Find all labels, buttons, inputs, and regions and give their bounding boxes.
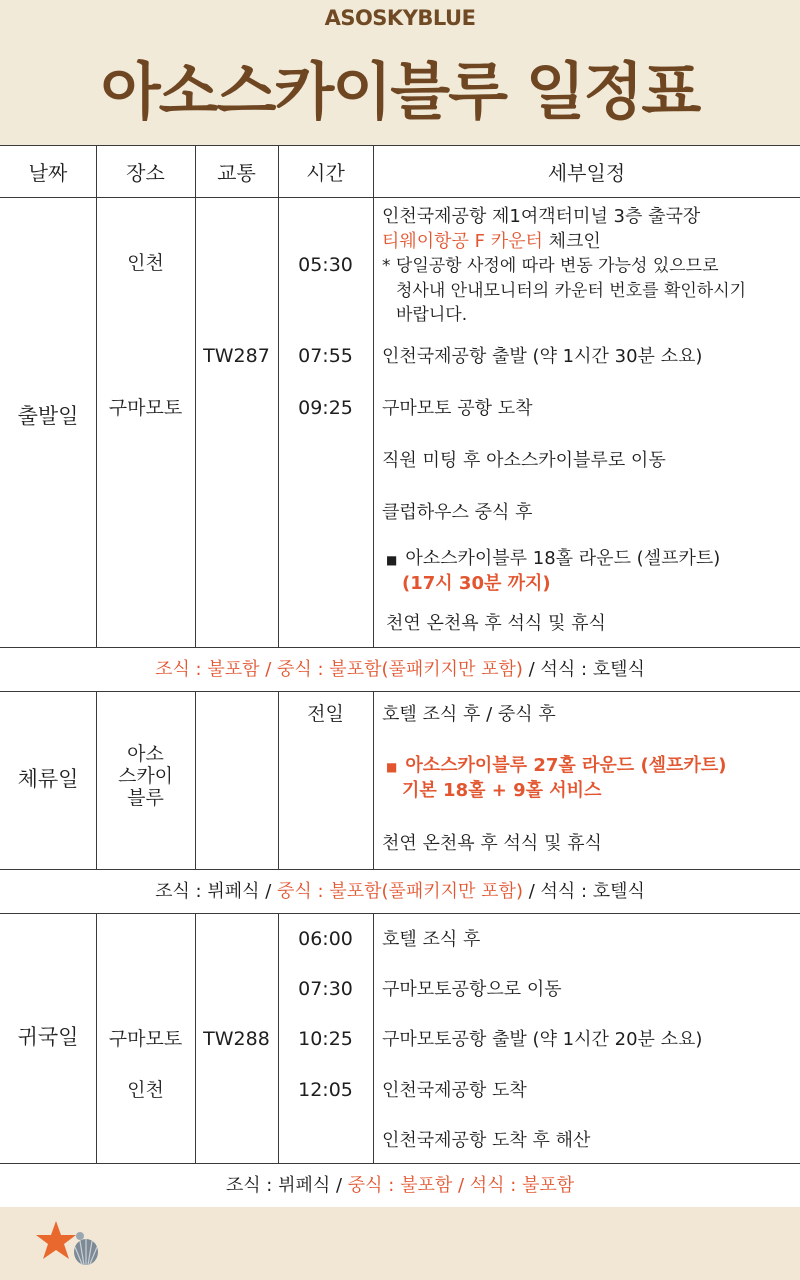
- header-time: 시간: [306, 161, 345, 185]
- day2-detail-onsen: 천연 온천욕 후 석식 및 휴식: [382, 833, 602, 854]
- day1-place-kumamoto: 구마모토: [108, 397, 183, 419]
- day1-detail-departure: 인천국제공항 출발 (약 1시간 30분 소요): [382, 346, 703, 367]
- day3-meals: [0, 1164, 800, 1208]
- day3-meals-breakfast: 조식 : 뷔페식 /: [225, 1175, 348, 1196]
- header-transport: 교통: [217, 161, 256, 185]
- day1-time-1: 05:30: [298, 254, 353, 276]
- day3-flight: TW288: [203, 1028, 270, 1050]
- day1-detail-onsen: 천연 온천욕 후 석식 및 휴식: [386, 613, 606, 634]
- schedule-table: [0, 145, 800, 1207]
- table-header-row: [0, 145, 800, 198]
- day2-meals-red: 중식 : 불포함(풀패키지만 포함): [277, 881, 523, 902]
- day2-place: [96, 743, 195, 809]
- day3-time-2: 07:30: [298, 978, 353, 1000]
- day1-meal-row: [0, 648, 800, 692]
- day1-note-2: 청사내 안내모니터의 카운터 번호를 확인하시기: [396, 281, 747, 301]
- day3-detail-4: 인천국제공항 도착: [382, 1080, 527, 1101]
- day2-time: 전일: [307, 703, 344, 725]
- checkin-text: 체크인: [542, 231, 601, 252]
- day1-place-incheon: 인천: [127, 252, 164, 274]
- header: [0, 0, 800, 145]
- day1-meals: [0, 648, 800, 692]
- day2-detail-service: 기본 18홀 + 9홀 서비스: [402, 780, 602, 801]
- day2-row: [0, 692, 800, 870]
- day3-meal-row: [0, 1164, 800, 1207]
- day1-detail-1: 인천국제공항 제1여객터미널 3층 출국장: [382, 206, 701, 227]
- day1-detail-arrival: 구마모토 공항 도착: [382, 398, 533, 419]
- day2-meals-dinner: / 석식 : 호텔식: [522, 881, 645, 902]
- day1-date: 출발일: [17, 404, 79, 428]
- day1-detail-round: ■ 아소스카이블루 18홀 라운드 (셀프카트): [386, 548, 721, 569]
- day3-detail-5: 인천국제공항 도착 후 해산: [382, 1130, 591, 1151]
- day2-meals: [0, 870, 800, 914]
- day2-detail-1: 호텔 조식 후 / 중식 후: [382, 704, 556, 725]
- day2-place-line1: 아소: [127, 743, 164, 765]
- day3-meals-red: 중식 : 불포함 / 석식 : 불포함: [347, 1175, 575, 1196]
- day1-row: [0, 198, 800, 648]
- header-details: 세부일정: [547, 161, 626, 185]
- day3-row: [0, 914, 800, 1164]
- day3-date: 귀국일: [17, 1025, 79, 1049]
- day3-time-3: 10:25: [298, 1028, 353, 1050]
- day2-date: 체류일: [17, 767, 79, 791]
- page-title: 아소스카이블루 일정표: [100, 55, 700, 128]
- day1-meals-red: 조식 : 불포함 / 중식 : 불포함(풀패키지만 포함): [155, 659, 523, 680]
- day2-meals-breakfast: 조식 : 뷔페식 /: [155, 881, 278, 902]
- day3-detail-3: 구마모토공항 출발 (약 1시간 20분 소요): [382, 1029, 703, 1050]
- brand-name: ASOSKYBLUE: [324, 6, 476, 30]
- day1-meals-dinner: / 석식 : 호텔식: [522, 659, 645, 680]
- day1-detail-lunch: 클럽하우스 중식 후: [382, 502, 533, 523]
- day2-meal-row: [0, 870, 800, 914]
- day2-round-text: 아소스카이블루 27홀 라운드 (셀프카트): [405, 755, 727, 776]
- day1-detail-meeting: 직원 미팅 후 아소스카이블루로 이동: [382, 450, 666, 471]
- checkin-counter: 티웨이항공 F 카운터: [382, 231, 543, 252]
- day1-note-3: 바랍니다.: [396, 305, 468, 325]
- day3-detail-1: 호텔 조식 후: [382, 929, 481, 950]
- seashell-icon: [70, 1231, 102, 1269]
- day3-place-incheon: 인천: [127, 1079, 164, 1101]
- day3-time-1: 06:00: [298, 928, 353, 950]
- day2-place-line2: 스카이: [117, 765, 174, 787]
- day3-detail-2: 구마모토공항으로 이동: [382, 979, 562, 1000]
- day2-place-line3: 블루: [127, 787, 164, 809]
- day1-note-1: * 당일공항 사정에 따라 변동 가능성 있으므로: [382, 256, 719, 276]
- header-date: 날짜: [28, 161, 68, 185]
- day1-time-2: 07:55: [298, 345, 353, 367]
- day1-round-text: 아소스카이블루 18홀 라운드 (셀프카트): [405, 548, 721, 569]
- day3-place-kumamoto: 구마모토: [108, 1028, 183, 1050]
- day1-detail-2: [382, 229, 601, 254]
- day3-time-4: 12:05: [298, 1079, 353, 1101]
- footer-decoration: [0, 1207, 800, 1280]
- day1-round-limit: (17시 30분 까지): [402, 573, 551, 594]
- day2-detail-round: ■ 아소스카이블루 27홀 라운드 (셀프카트): [386, 755, 727, 776]
- header-place: 장소: [126, 161, 165, 185]
- day1-flight: TW287: [203, 345, 270, 367]
- day1-time-3: 09:25: [298, 397, 353, 419]
